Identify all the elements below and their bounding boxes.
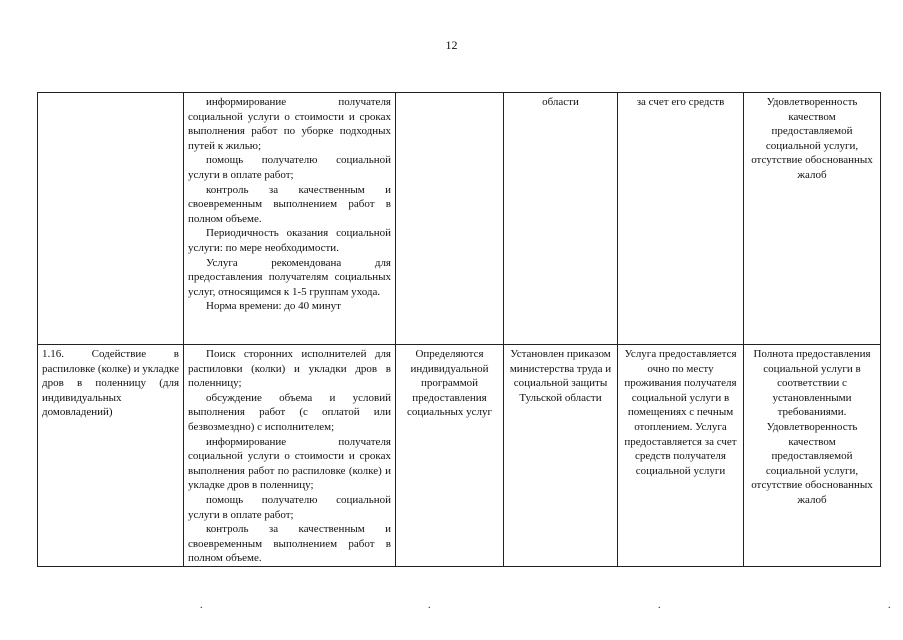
description-paragraph: контроль за качественным и своевременным выполнением работ в полном объеме. (188, 183, 391, 225)
service-name-cell (38, 93, 184, 345)
description-paragraph: Норма времени: до 40 минут (206, 300, 341, 313)
table-row (38, 93, 881, 345)
scan-specks (0, 600, 903, 610)
service-quality-cell: Удовлетворенность качеством предоставляемой социальной услуги, отсутствие обоснованных жалоб (744, 93, 881, 345)
description-paragraph: информирование получателя социальной услуги о стоимости и сроках выполнения работ по уборке подходных путей к жилью; (188, 96, 391, 152)
description-paragraph: контроль за качественным и своевременным выполнением работ в полном объеме. (188, 523, 391, 565)
service-name-cell: 1.16. Содействие в распиловке (колке) и укладке дров в поленницу (для индивидуальных домовладений) (38, 345, 184, 567)
page-number: 12 (445, 38, 458, 52)
description-paragraph: помощь получателю социальной услуги в оплате работ; (188, 154, 391, 181)
scan-speck: . (658, 600, 661, 611)
description-paragraph: Периодичность оказания социальной услуги: по мере необходимости. (188, 227, 391, 254)
description-paragraph: Поиск сторонних исполнителей для распиловки (колки) и укладки дров в поленницу; (188, 348, 391, 390)
service-tariff-cell: области (504, 93, 618, 345)
scan-speck: . (200, 600, 203, 611)
description-paragraph: помощь получателю социальной услуги в оплате работ; (188, 493, 391, 521)
scan-speck: . (888, 600, 891, 611)
service-tariff-cell: Установлен приказом министерства труда и социальной защиты Тульской области (504, 345, 618, 567)
service-description-cell (184, 93, 396, 345)
service-quality-cell: Полнота предоставления социальной услуги в соответствии с установленными требованиями. Удовлетворенность качеством предоставляемой социальной услуги, отсутствие обоснованных жалоб (744, 345, 881, 567)
scan-speck: . (428, 600, 431, 611)
service-volume-cell (396, 93, 504, 345)
services-table (37, 92, 881, 567)
service-conditions-cell: за счет его средств (618, 93, 744, 345)
service-description-cell (184, 345, 396, 567)
service-volume-cell: Определяются индивидуальной программой предоставления социальных услуг (396, 345, 504, 567)
service-conditions-cell: Услуга предоставляется очно по месту проживания получателя социальной услуги в помещениях с печным отоплением. Услуга предоставляется за счет средств получателя социальной услуги (618, 345, 744, 567)
description-paragraph: информирование получателя социальной услуги о стоимости и сроках выполнения работ по распиловке (колке) и укладке дров в поленницу; (188, 435, 391, 492)
description-paragraph: обсуждение объема и условий выполнения работ (с оплатой или безвозмездно) с исполнителем; (188, 391, 391, 433)
table-row (38, 345, 881, 567)
description-paragraph: Услуга рекомендована для предоставления получателям социальных услуг, относящимся к 1-5 группам ухода. (188, 256, 391, 298)
